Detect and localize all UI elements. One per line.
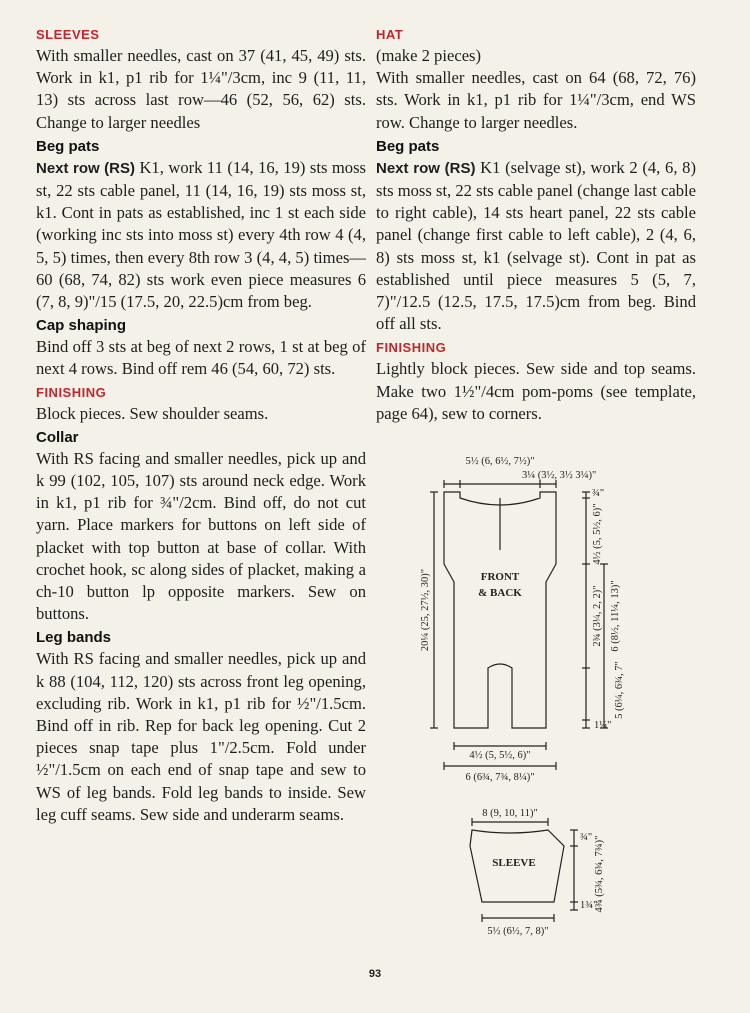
total-length-label: 20¼ (25, 27½, 30)" <box>420 568 431 652</box>
hat-next-row-label: Next row (RS) <box>376 159 476 177</box>
leg-bands-text: With RS facing and smaller needles, pick up and k 88 (104, 112, 120) sts across front leg opening, excluding rib. Work in k1, p1 rib for ½"/1.5cm. Bind off in rib. Rep for back leg opening. Cut 2 pieces snap tape plus 1"/2.5cm. Fold under ½"/1.5cm on each end of snap tape and sew to WS of leg bands. Fold leg bands to inside. Sew leg cuff seams. Sew side and underarm seams. <box>36 649 366 824</box>
sleeve-label: SLEEVE <box>492 857 536 869</box>
right-column <box>376 26 696 428</box>
leg-width-outer-label: 6 (6¾, 7¾, 8¼)" <box>465 772 535 783</box>
collar-text: With RS facing and smaller needles, pick up and k 99 (102, 105, 107) sts around neck edge. Work in k1, p1 rib for ¾"/2cm. Bind off, do not cut yarn. Place markers for buttons on left side of placket with top button at base of collar. With crochet hook, sc along sides of placket, making a ch-10 button lp opposite markers. Sew on buttons. <box>36 448 366 624</box>
lower-right-b-label: 6 (8½, 11¼, 13)" <box>610 580 621 652</box>
front-label-1: FRONT <box>480 571 520 583</box>
hat-heading: HAT <box>376 27 404 42</box>
schematic-diagram <box>390 450 730 950</box>
next-row-label: Next row (RS) <box>36 159 135 177</box>
sleeve-cap-label: ¾" <box>580 832 593 843</box>
sleeve-rib-label: 1¾" <box>580 900 598 911</box>
cap-shaping-text: Bind off 3 sts at beg of next 2 rows, 1 st at beg of next 4 rows. Bind off rem 46 (54, 60, 72) sts. <box>36 337 366 379</box>
sleeve-bottom-label: 5½ (6½, 7, 8)" <box>487 926 549 937</box>
inseam-label: 5 (6¼, 6¾, 7" <box>614 661 625 719</box>
hat-text: (make 2 pieces) With smaller needles, cast on 64 (68, 72, 76) sts. Work in k1, p1 rib for 1¼"/3cm, end WS row. Change to larger needles. <box>376 46 696 132</box>
sleeve-length-label: 4¾ (5¾, 6¾, 7¾)" <box>594 835 605 913</box>
leg-rib-label: 1¼" <box>594 720 612 731</box>
beg-pats-heading: Beg pats <box>36 137 100 155</box>
front-label-2: & BACK <box>478 587 522 599</box>
page-number: 93 <box>368 968 382 980</box>
beg-pats-body: K1, work 11 (14, 16, 19) sts moss st, 22 sts cable panel, 11 (14, 16, 19) sts moss st, k1. Cont in pats as established, inc 1 st each side (working inc sts into moss st) every 4th row 4 (4, 5, 5) times, then every 8th row 3 (4, 4, 5) times—60 (68, 74, 82) sts work even piece measures 6 (7, 8, 9)"/15 (17.5, 20, 22.5)cm from beg. <box>36 157 366 312</box>
beg-pats-text <box>36 157 366 313</box>
collar-heading: Collar <box>36 428 79 446</box>
armhole-depth-label: 4½ (5, 5½, 6)" <box>592 503 603 565</box>
left-column <box>36 26 366 829</box>
neck-depth-label: ¾" <box>592 488 605 499</box>
finishing-heading: FINISHING <box>36 384 107 400</box>
hat-beg-pats-text <box>376 157 696 336</box>
hat-finishing-text: Lightly block pieces. Sew side and top seams. Make two 1½"/4cm pom-poms (see template, page 64), sew to corners. <box>376 359 696 423</box>
leg-width-inner-label: 4½ (5, 5½, 6)" <box>469 750 531 761</box>
lower-right-a-label: 2¾ (3¼, 2, 2)" <box>592 585 603 647</box>
cap-shaping-heading: Cap shaping <box>36 317 127 335</box>
sleeve-top-label: 8 (9, 10, 11)" <box>482 808 538 819</box>
finishing-text: Block pieces. Sew shoulder seams. <box>36 403 269 423</box>
hat-finishing-heading: FINISHING <box>376 340 447 356</box>
leg-bands-heading: Leg bands <box>36 629 112 647</box>
hat-beg-pats-body: K1 (selvage st), work 2 (4, 6, 8) sts moss st, 22 sts cable panel (change last cable to right cable), 14 sts heart panel, 22 sts cable panel (change first cable to left cable), 2 (4, 6, 8) sts moss st, k1 (selvage st). Cont in pat as established until piece measures 5 (5, 7, 7)"/12.5 (12.5, 17.5, 17.5)cm from beg. Bind off all sts. <box>376 157 696 334</box>
sleeves-heading: SLEEVES <box>36 27 100 42</box>
sleeves-text: With smaller needles, cast on 37 (41, 45, 49) sts. Work in k1, p1 rib for 1¼"/3cm, inc 9 (11, 11, 13) sts across last row—46 (52, 56, 62) sts. Change to larger needles <box>36 46 366 132</box>
hat-beg-pats-heading: Beg pats <box>376 137 440 155</box>
top-width-label: 5½ (6, 6½, 7½)" <box>465 456 535 467</box>
neck-width-label: 3¼ (3½, 3½ 3¼)" <box>522 470 597 481</box>
